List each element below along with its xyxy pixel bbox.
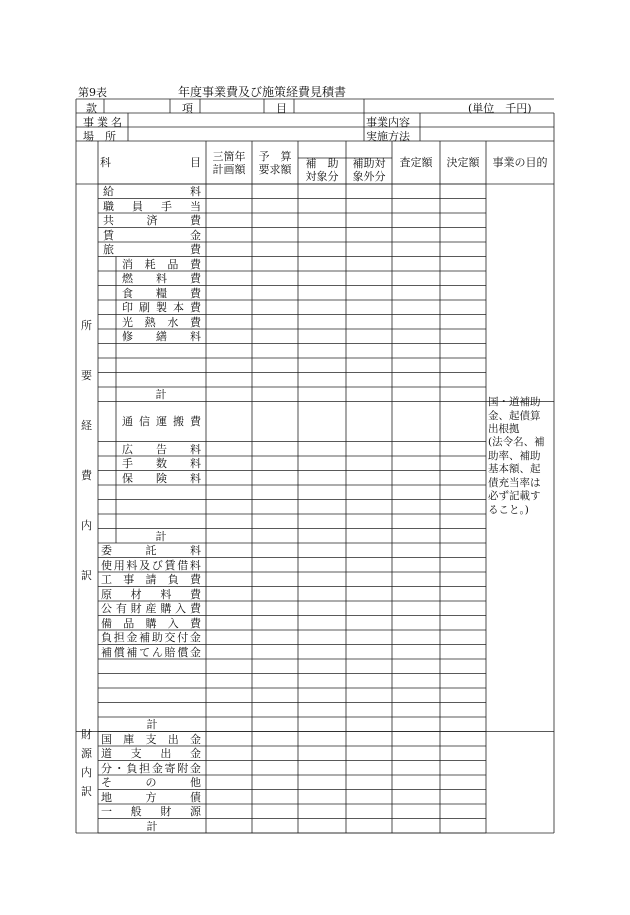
row-label: 印 刷 製 本 費 [122, 301, 201, 314]
row-label: 原 材 料 費 [101, 587, 201, 601]
row-label: 燃 料 費 [122, 272, 201, 285]
row-label: 手 数 料 [122, 457, 201, 470]
row-label: 一 般 財 源 [101, 805, 201, 818]
section-label-zaigen: 財 [81, 728, 92, 742]
section-label-shoyo: 所 [81, 319, 92, 332]
total-label: 計 [155, 388, 167, 401]
row-label: 国 庫 支 出 金 [101, 732, 201, 746]
row-label: 食 糧 費 [122, 286, 201, 300]
row-label: 共 済 費 [103, 214, 201, 227]
row-label: 工 事 請 負 費 [101, 573, 201, 586]
unit-label: (単位 千円) [468, 102, 532, 115]
row-label: 保 険 料 [122, 471, 201, 485]
row-label: 修 繕 料 [122, 330, 201, 343]
row-label: 光 熱 水 費 [122, 315, 201, 329]
row-label: そ の 他 [101, 776, 201, 789]
section-label-shoyo: 費 [81, 469, 92, 482]
row-label: 給 料 [103, 185, 201, 198]
moku-label: 目 [276, 102, 287, 115]
total-label: 計 [155, 529, 167, 543]
section-label-shoyo: 内 [81, 519, 92, 532]
kou-label: 項 [182, 102, 193, 115]
row-label: 使 用 料 及 び 賃 借 料 [101, 558, 201, 572]
section-label-shoyo: 要 [81, 369, 92, 382]
row-label: 備 品 購 入 費 [101, 616, 201, 630]
row-label: 賃 金 [103, 228, 201, 242]
row-label: 負 担 金 補 助 交 付 金 [101, 631, 201, 644]
note-main: 国・道補助 金、起債算 出根拠 [488, 396, 541, 435]
col-sankanen: 三箇年 計画額 [212, 150, 246, 176]
row-label: 補 償 補 て ん 賠 償 金 [101, 645, 201, 659]
form-title: 年度事業費及び施策経費見積書 [178, 85, 347, 99]
section-label-zaigen: 源 [81, 747, 92, 761]
jigyo-name-label: 事業名 [83, 116, 125, 129]
row-label: 通 信 運 搬 費 [122, 414, 201, 428]
col-yosan: 予 算 要求額 [258, 150, 292, 176]
section-label-zaigen: 訳 [81, 784, 92, 798]
row-label: 地 方 債 [101, 790, 201, 804]
row-label: 分 ・ 負 担 金 寄 附 金 [101, 761, 201, 775]
section-label-shoyo: 経 [81, 419, 92, 432]
col-kamoku-ka: 科 [100, 156, 111, 169]
col-satei: 査定額 [399, 156, 433, 169]
col-kamoku-moku: 目 [190, 156, 201, 169]
section-label-shoyo: 訳 [81, 569, 92, 582]
row-label: 公 有 財 産 購 入 費 [101, 602, 201, 615]
total-label: 計 [146, 819, 158, 833]
row-label: 職 員 手 当 [103, 199, 201, 213]
jisshi-hoho-label: 実施方法 [366, 130, 410, 143]
total-label: 計 [146, 718, 158, 731]
row-label: 道 支 出 金 [101, 747, 201, 760]
note-sub: (法令名、補 助率、補助 基本額、起 債充当率は 必ず記載す ること。) [488, 436, 545, 516]
kan-label: 款 [86, 102, 97, 115]
form-number: 第9表 [78, 86, 107, 99]
col-hojo-taisho: 補 助 対象分 [305, 157, 339, 183]
row-label: 委 託 料 [101, 544, 201, 557]
row-label: 旅 費 [103, 243, 201, 256]
col-hojo-taishogai: 補助対 象外分 [352, 157, 386, 183]
col-kettei: 決定額 [446, 156, 480, 169]
section-label-zaigen: 内 [81, 765, 92, 779]
row-label: 消 耗 品 費 [122, 257, 201, 271]
jigyo-naiyo-label: 事業内容 [366, 116, 410, 129]
row-label: 広 告 料 [122, 442, 201, 456]
place-label: 場 所 [83, 130, 116, 143]
col-mokuteki: 事業の目的 [492, 156, 548, 169]
